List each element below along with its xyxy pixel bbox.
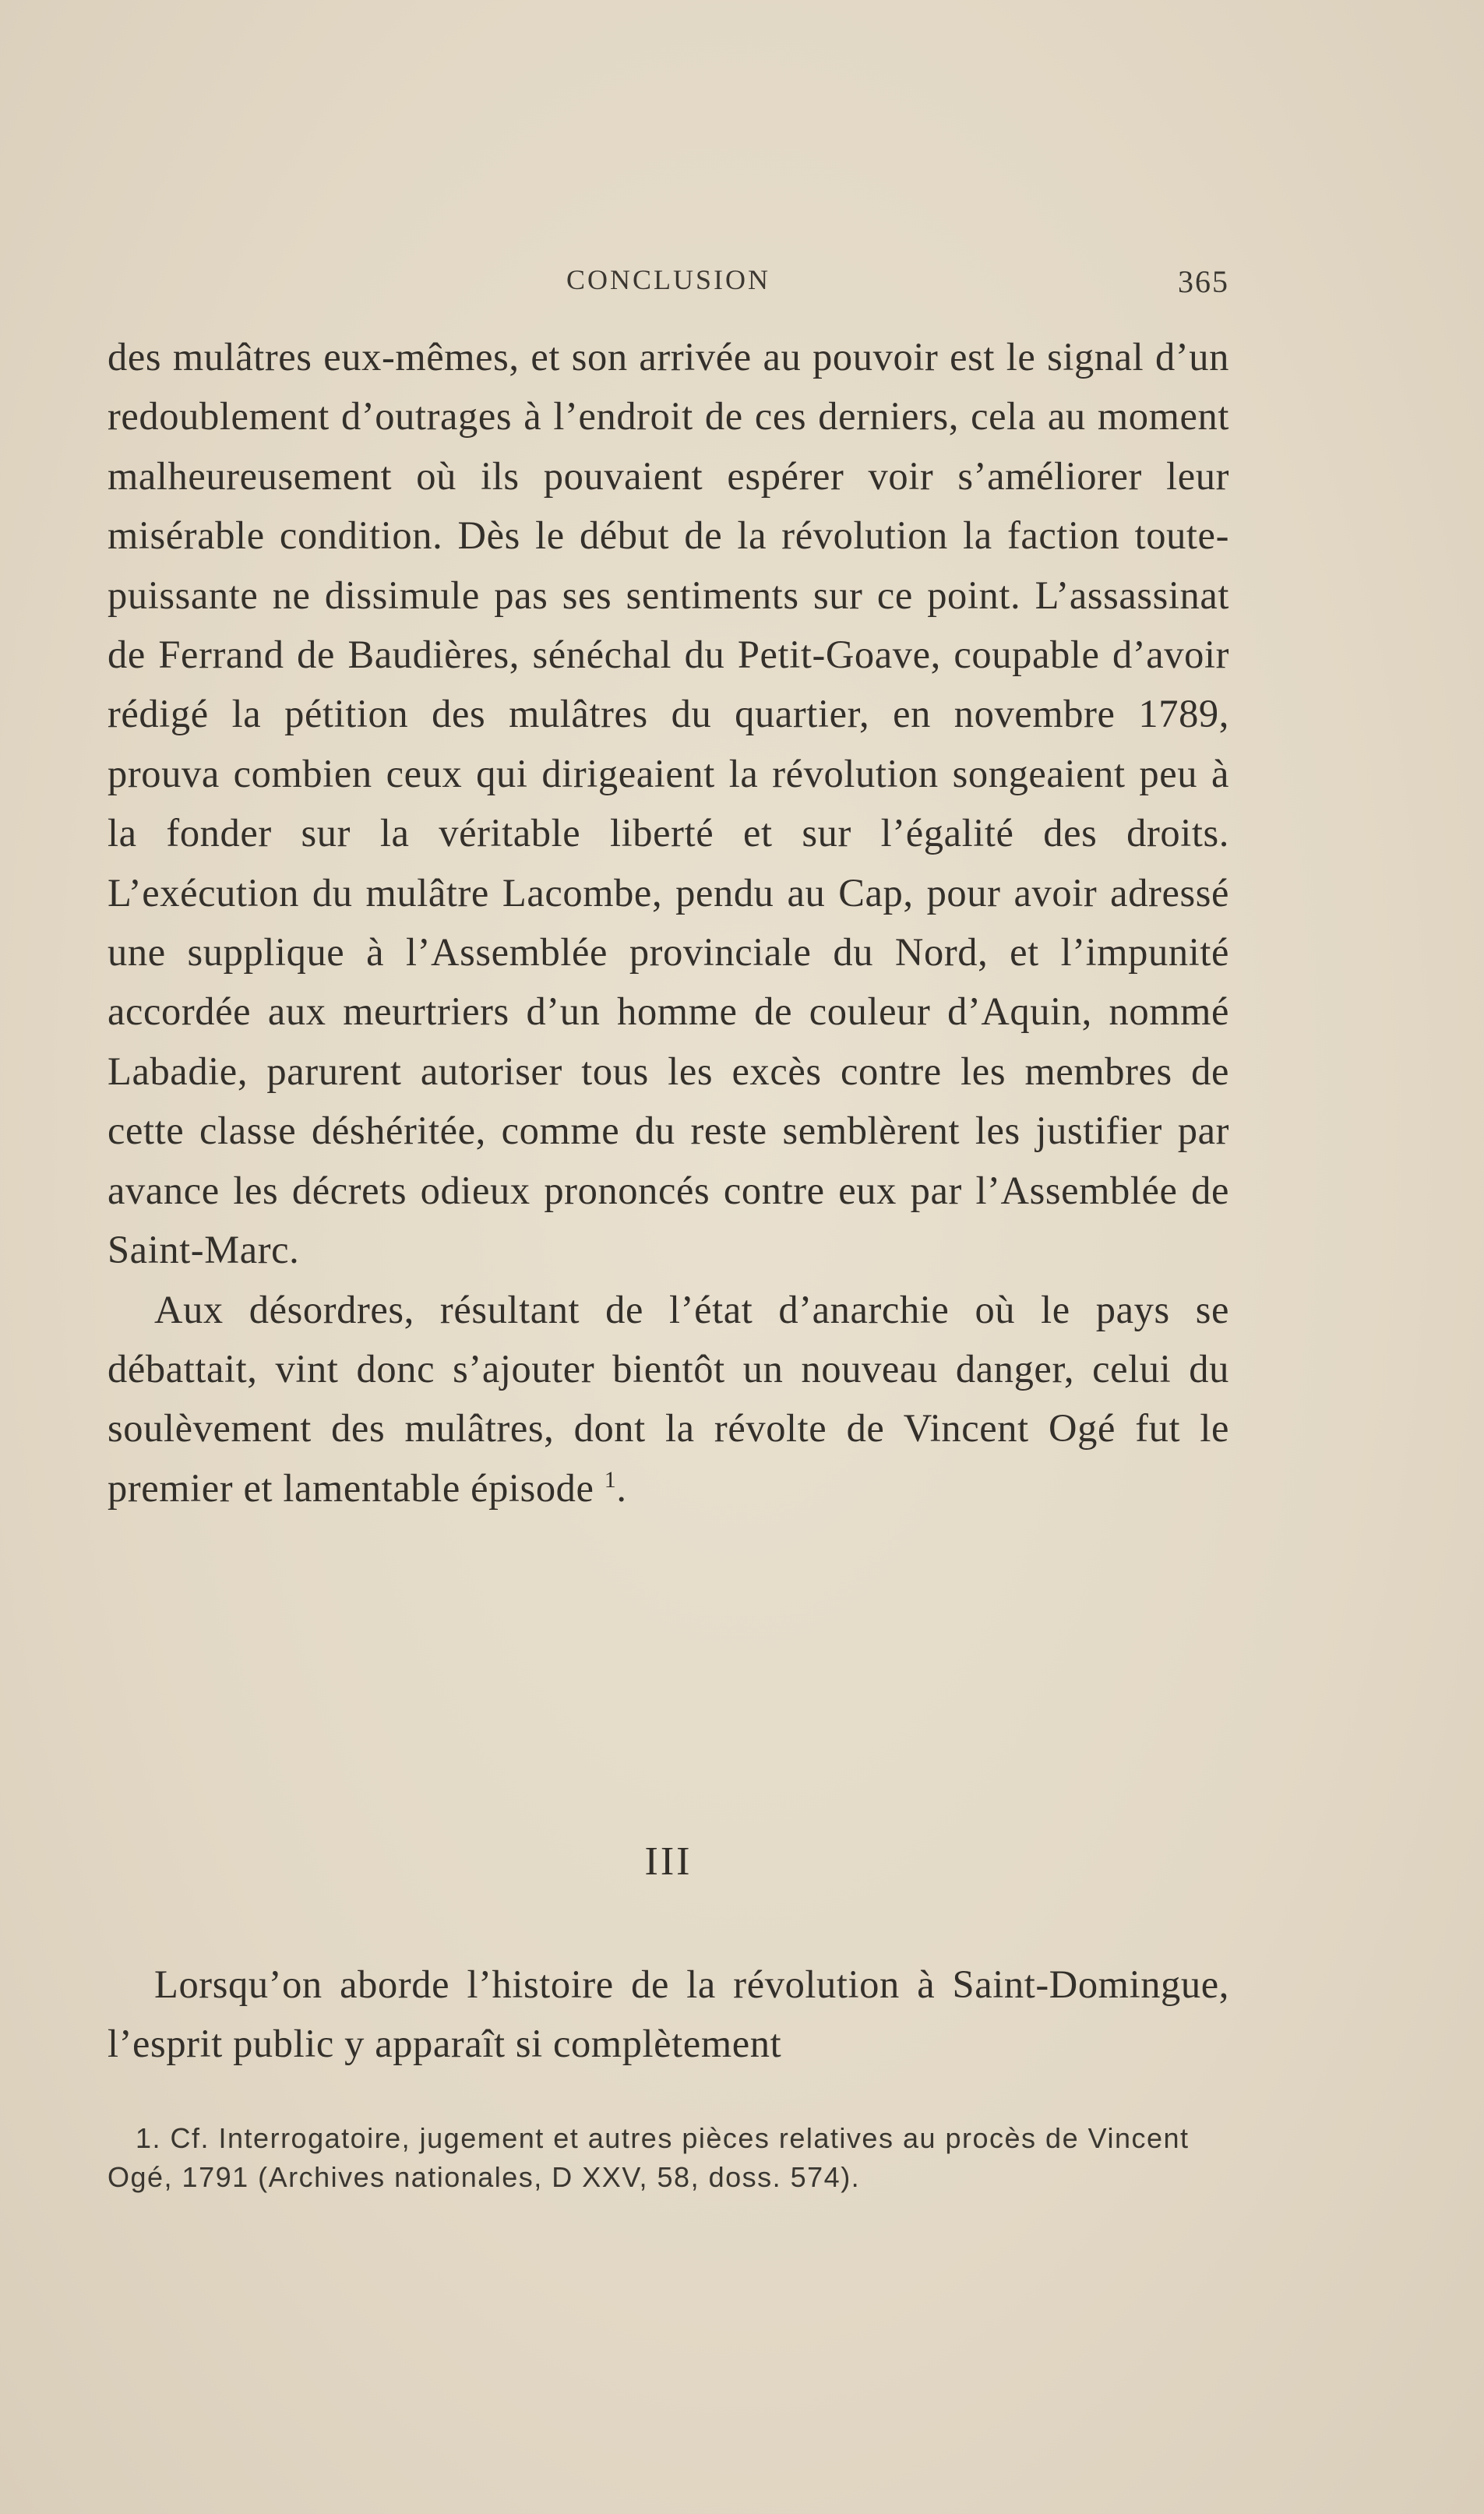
paragraph: Lorsqu’on aborde l’histoire de la révolution à Saint-Domingue, l’esprit public y apparaît si complètement: [108, 1962, 1229, 2066]
paragraph: [108, 1280, 1229, 1518]
paragraph-text: Aux désordres, résultant de l’état d’anarchie où le pays se débattait, vint donc s’ajouter bientôt un nouveau danger, celui du soulèvement des mulâtres, dont la révolte de Vincent Ogé fut le premier et lamentable épisode: [108, 1287, 1229, 1510]
paragraph-end: .: [616, 1465, 627, 1510]
running-head: CONCLUSION: [566, 264, 770, 295]
footnote: 1. Cf. Interrogatoire, jugement et autres pièces relatives au procès de Vincent Ogé, 1791 (Archives nationales, D XXV, 58, doss. 574).: [108, 2122, 1190, 2193]
page-number: 365: [1178, 264, 1229, 299]
footnote-marker: 1: [604, 1466, 617, 1493]
main-text: [108, 327, 1229, 1518]
paragraph-continued: des mulâtres eux-mêmes, et son arrivée au pouvoir est le signal d’un redoublement d’outrages à l’endroit de ces derniers, cela au moment malheureusement où ils pouvaient espérer voir s’améliorer leur misérable condition. Dès le début de la révolution la faction toute-puissante ne dissimule pas ses sentiments sur ce point. L’assassinat de Ferrand de Baudières, sénéchal du Petit-Goave, coupable d’avoir rédigé la pétition des mulâtres du quartier, en novembre 1789, prouva combien ceux qui dirigeaient la révolution songeaient peu à la fonder sur la véritable liberté et sur l’égalité des droits. L’exécution du mulâtre Lacombe, pendu au Cap, pour avoir adressé une supplique à l’Assemblée provinciale du Nord, et l’impunité accordée aux meurtriers d’un homme de couleur d’Aquin, nommé Labadie, parurent autoriser tous les excès contre les membres de cette classe déshéritée, comme du reste semblèrent les justifier par avance les décrets odieux prononcés contre eux par l’Assemblée de Saint-Marc.: [108, 335, 1229, 1272]
page-header: [108, 263, 1229, 302]
section-heading: III: [644, 1839, 693, 1884]
